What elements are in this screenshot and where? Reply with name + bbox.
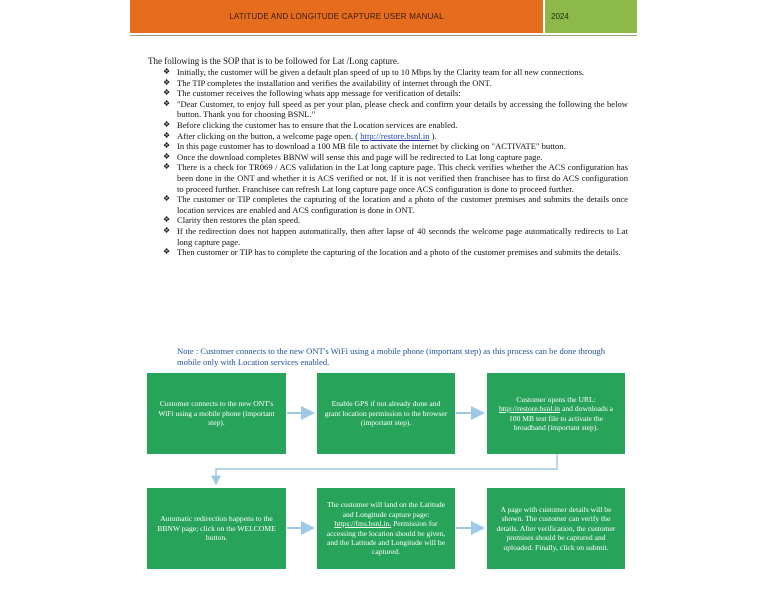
- list-item: ❖ After clicking on the button, a welcome page open. ( http://restore.bsnl.in ).: [163, 130, 437, 141]
- flow-step-redirection: Automatic redirection happens to the BBNW page; click on the WELCOME button.: [147, 488, 286, 569]
- flow-step-open-url: Customer opens the URL: http://restore.bsnl.in and downloads a 100 MB test file to activate the broadband (important step).: [487, 373, 625, 454]
- list-item: ❖ "Dear Customer, to enjoy full speed as per your plan, please check and confirm your details by accessing the following the below button. Thank you for choosing BSNL.": [163, 98, 628, 120]
- flow-step-verify-submit: A page with customer details will be shown. The customer can verify the details. After verification, the customer premises should be captured and uploaded. Finally, click on submit.: [487, 488, 625, 569]
- list-item: ❖ Once the download completes BBNW will sense this and page will be redirected to Lat long capture page.: [163, 151, 543, 162]
- diamond-bullet-icon: ❖: [163, 119, 171, 129]
- list-item: ❖ Then customer or TIP has to complete the capturing of the location and a photo of the customer premises and submits the details.: [163, 247, 621, 258]
- diamond-bullet-icon: ❖: [163, 98, 171, 108]
- intro-text: The following is the SOP that is to be followed for Lat /Long capture.: [148, 56, 400, 66]
- diamond-bullet-icon: ❖: [163, 225, 171, 235]
- list-item: ❖ If the redirection does not happen automatically, then after lapse of 40 seconds the welcome page automatically redirects to Lat long capture page.: [163, 225, 628, 247]
- diamond-bullet-icon: ❖: [163, 215, 171, 225]
- list-item: ❖ Before clicking the customer has to ensure that the Location services are enabled.: [163, 119, 458, 130]
- diamond-bullet-icon: ❖: [163, 67, 171, 76]
- diamond-bullet-icon: ❖: [163, 151, 171, 161]
- list-item: ❖ Initially, the customer will be given a default plan speed of up to 10 Mbps by the Clarity team for all new connections.: [163, 67, 585, 77]
- diamond-bullet-icon: ❖: [163, 194, 171, 204]
- flow-step-connect-wifi: Customer connects to the new ONT's WiFi using a mobile phone (important step).: [147, 373, 286, 454]
- diamond-bullet-icon: ❖: [163, 88, 171, 98]
- diamond-bullet-icon: ❖: [163, 77, 171, 87]
- diamond-bullet-icon: ❖: [163, 162, 171, 172]
- list-item: ❖ The TIP completes the installation and verifies the availability of internet through the ONT.: [163, 77, 492, 88]
- list-item: ❖ The customer or TIP completes the capturing of the location and a photo of the customer premises and submits the details once location services are enabled and ACS configuration is done in ONT.: [163, 194, 628, 215]
- flow-step-enable-gps: Enable GPS if not already done and grant location permission to the browser (important step).: [317, 373, 455, 454]
- list-item: ❖ There is a check for TR069 / ACS validation in the Lat long capture page. This check verifies whether the ACS configuration has been done in the ONT and whether it is ACS verified or not. If it is not verified then franchisee has to first do ACS configuration to proceed further. Franchisee can refresh Lat long capture page once ACS configuration is done to proceed further.: [163, 162, 628, 194]
- fms-url-link[interactable]: https://fms.bsnl.in.: [334, 519, 392, 529]
- restore-url-link[interactable]: http://restore.bsnl.in: [360, 130, 430, 141]
- list-item: ❖ Clarity then restores the plan speed.: [163, 215, 301, 226]
- diamond-bullet-icon: ❖: [163, 247, 171, 257]
- list-item: ❖ In this page customer has to download a 100 MB file to activate the internet by clicking on "ACTIVATE" button.: [163, 141, 566, 152]
- list-item: ❖ The customer receives the following whats app message for verification of details:: [163, 88, 461, 99]
- diamond-bullet-icon: ❖: [163, 130, 171, 140]
- important-note: Note : Customer connects to the new ONT's WiFi using a mobile phone (important step) as this process can be done through mobile only with Location services enabled.: [177, 346, 606, 367]
- document-title: LATITUDE AND LONGITUDE CAPTURE USER MANUAL: [130, 0, 543, 33]
- arrow-3-to-4: [216, 454, 557, 484]
- restore-url-link[interactable]: http://restore.bsnl.in: [498, 404, 561, 414]
- flow-step-capture-page: The customer will land on the Latitude and Longitude capture page: https://fms.bsnl.in. Permission for accessing the location should be given, and the Latitude and Longitude will be captured.: [317, 488, 455, 569]
- document-year: 2024: [545, 0, 637, 33]
- diamond-bullet-icon: ❖: [163, 141, 171, 151]
